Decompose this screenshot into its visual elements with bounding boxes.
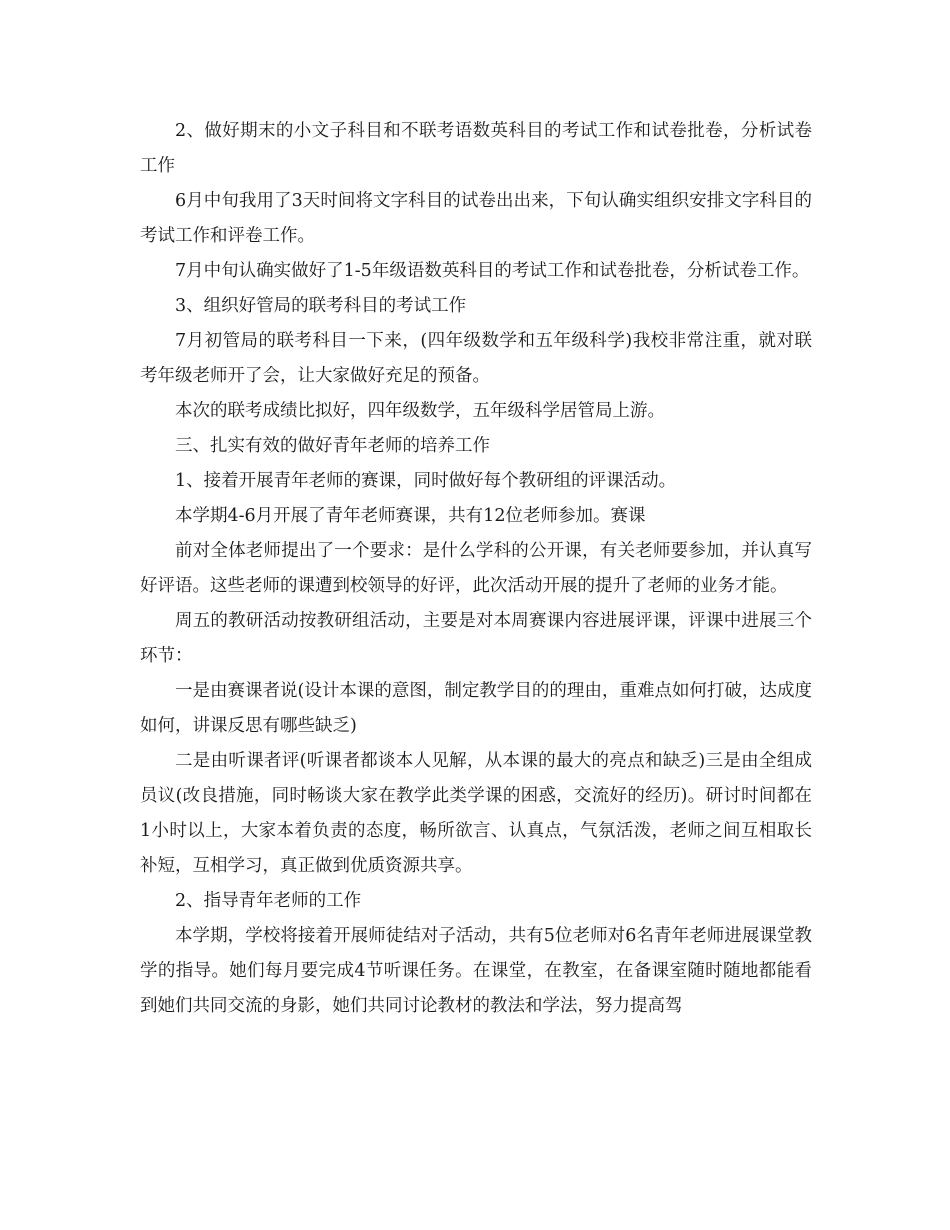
paragraph: 周五的教研活动按教研组活动，主要是对本周赛课内容进展评课，评课中进展三个环节： [140, 611, 812, 666]
paragraph: 6月中旬我用了3天时间将文字科目的试卷出出来，下旬认确实组织安排文字科目的考试工作和评卷工作。 [140, 191, 812, 246]
paragraph: 一是由赛课者说(设计本课的意图，制定教学目的的理由，重难点如何打破，达成度如何，讲课反思有哪些缺乏) [140, 681, 812, 736]
paragraph: 2、做好期末的小文子科目和不联考语数英科目的考试工作和试卷批卷，分析试卷工作 [140, 121, 812, 176]
paragraph: 7月中旬认确实做好了1-5年级语数英科目的考试工作和试卷批卷，分析试卷工作。 [175, 261, 810, 281]
paragraph: 本学期4-6月开展了青年老师赛课，共有12位老师参加。赛课 [175, 506, 646, 526]
paragraph: 1、接着开展青年老师的赛课，同时做好每个教研组的评课活动。 [175, 471, 677, 491]
paragraph: 二是由听课者评(听课者都谈本人见解，从本课的最大的亮点和缺乏)三是由全组成员议(改良措施，同时畅谈大家在教学此类学课的困惑，交流好的经历)。研讨时间都在1小时以上，大家本着负责的态度，畅所欲言、认真点，气氛活泼，老师之间互相取长补短，互相学习，真正做到优质资源共享。 [140, 751, 812, 876]
paragraph: 前对全体老师提出了一个要求：是什么学科的公开课，有关老师要参加，并认真写好评语。这些老师的课遭到校领导的好评，此次活动开展的提升了老师的业务才能。 [140, 541, 812, 596]
paragraph: 本学期，学校将接着开展师徒结对子活动，共有5位老师对6名青年老师进展课堂教学的指导。她们每月要完成4节听课任务。在课堂，在教室，在备课室随时随地都能看到她们共同交流的身影，她们共同讨论教材的教法和学法，努力提高驾 [140, 926, 812, 1016]
paragraph: 本次的联考成绩比拟好，四年级数学，五年级科学居管局上游。 [175, 401, 665, 421]
paragraph: 2、指导青年老师的工作 [175, 891, 362, 911]
paragraph: 7月初管局的联考科目一下来，(四年级数学和五年级科学)我校非常注重，就对联考年级老师开了会，让大家做好充足的预备。 [140, 331, 812, 386]
document-body [140, 114, 812, 1024]
paragraph: 3、组织好管局的联考科目的考试工作 [175, 296, 467, 316]
section-heading: 三、扎实有效的做好青年老师的培养工作 [175, 436, 490, 456]
